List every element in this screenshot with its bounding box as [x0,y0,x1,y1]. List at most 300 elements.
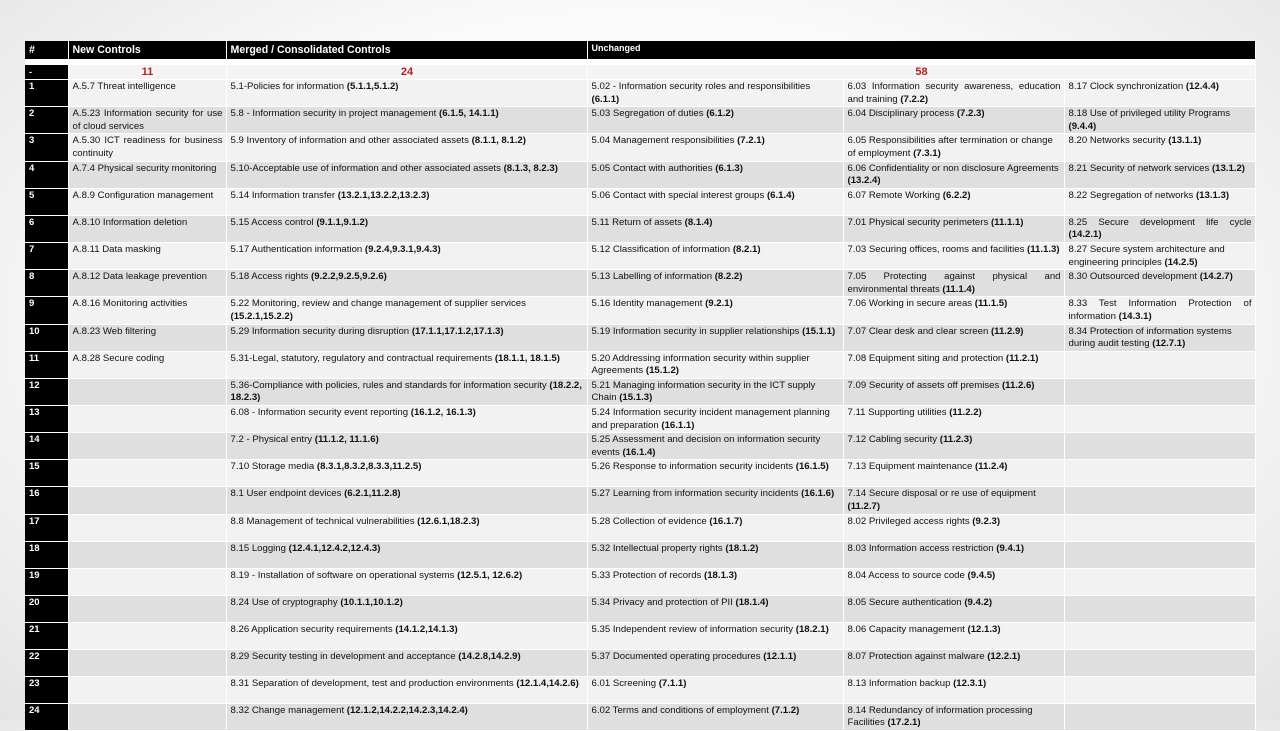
table-row [25,80,1255,107]
unchanged-control-cell [843,80,1064,107]
table-row [25,433,1255,460]
control-reference: (14.2.5) [1164,256,1198,268]
unchanged-control-cell [587,487,843,514]
control-reference: (12.3.1) [953,677,987,689]
unchanged-control-cell [843,568,1064,595]
control-name: 6.07 Remote Working [847,189,943,201]
unchanged-control-cell [843,514,1064,541]
control-reference: (16.1.5) [795,461,829,473]
row-number: 6 [25,215,68,242]
unchanged-control-cell [1064,242,1255,269]
control-name: 8.1 User endpoint devices [230,488,345,500]
control-reference: (18.2.2, 18.2.3) [230,379,582,404]
control-reference: (12.4.1,12.4.2,12.4.3) [288,542,381,554]
control-name: 8.20 Networks security [1068,135,1169,147]
control-reference: (13.2.1,13.2.2,13.2.3) [337,189,430,201]
merged-control-cell [226,433,587,460]
control-reference: (9.4.5) [967,569,996,581]
unchanged-control-cell [1064,622,1255,649]
row-number: 20 [25,595,68,622]
row-number: 11 [25,351,68,378]
control-reference: (11.2.6) [1001,379,1035,391]
table-row [25,351,1255,378]
unchanged-control-cell [1064,324,1255,351]
table-row [25,378,1255,405]
control-reference: (18.1.1, 18.1.5) [494,352,560,364]
row-number: 16 [25,487,68,514]
unchanged-control-cell [1064,134,1255,161]
control-reference: (9.2.2,9.2.5,9.2.6) [311,271,387,283]
control-name: 5.28 Collection of evidence [591,515,710,527]
unchanged-control-cell [843,703,1064,730]
unchanged-control-cell [843,378,1064,405]
unchanged-control-cell [587,161,843,188]
control-reference: (11.2.4) [974,461,1008,473]
merged-control-cell [226,487,587,514]
control-name: 5.05 Contact with authorities [591,162,716,174]
control-name: 5.19 Information security in supplier relationships [591,325,803,337]
control-name: 5.27 Learning from information security incidents [591,488,802,500]
control-name: 8.30 Outsourced development [1068,271,1200,283]
merged-control-cell [226,188,587,215]
control-reference: (8.2.2) [714,271,743,283]
new-control-cell [68,595,226,622]
control-reference: (16.1.4) [622,446,656,458]
unchanged-control-cell [587,242,843,269]
row-number: 8 [25,270,68,297]
control-reference: (13.1.3) [1195,189,1230,201]
unchanged-control-cell [843,406,1064,433]
unchanged-control-cell [587,297,843,324]
control-name: 6.03 Information security awareness, education and training [847,81,1061,105]
control-reference: (11.2.3) [939,434,973,446]
table-row [25,622,1255,649]
control-reference: (9.2.4,9.3.1,9.4.3) [364,243,441,255]
merged-control-cell [226,514,587,541]
new-control-cell [68,378,226,405]
merged-control-cell [226,676,587,703]
control-reference: (12.1.1) [763,650,797,662]
control-name: 5.16 Identity management [591,298,706,310]
control-reference: (15.1.3) [619,392,653,404]
control-reference: (18.1.3) [704,569,738,581]
control-name: 5.20 Addressing information security within supplier Agreements [591,352,810,377]
control-reference: (15.1.1) [802,325,836,337]
merged-control-cell [226,541,587,568]
control-reference: (12.6.1,18.2.3) [417,515,480,527]
control-name: 8.04 Access to source code [847,569,968,581]
control-reference: (8.1.1, 8.1.2) [471,135,526,147]
control-name: 7.05 Protecting against physical and environmental threats [847,271,1061,295]
unchanged-control-cell [843,433,1064,460]
unchanged-control-cell [843,270,1064,297]
table-row [25,242,1255,269]
control-reference: (8.1.4) [684,216,713,228]
control-reference: (11.2.7) [847,501,881,513]
control-reference: (8.3.1,8.3.2,8.3.3,11.2.5) [316,461,422,473]
control-name: 5.32 Intellectual property rights [591,542,726,554]
new-control-cell [68,676,226,703]
control-reference: (7.1.1) [658,677,687,689]
header-num: # [25,41,68,60]
control-name: 8.13 Information backup [847,677,954,689]
control-name: 7.06 Working in secure areas [847,298,975,310]
control-reference: (11.1.5) [974,298,1008,310]
unchanged-control-cell [587,703,843,730]
control-name: 8.19 - Installation of software on operational systems [230,569,458,581]
unchanged-control-cell [843,297,1064,324]
control-name: 8.07 Protection against malware [847,650,988,662]
control-reference: (18.1.4) [735,596,769,608]
unchanged-control-cell [1064,270,1255,297]
control-reference: (14.1.2,14.1.3) [395,623,458,635]
control-reference: (6.2.1,11.2.8) [344,488,401,500]
control-name: 5.29 Information security during disruption [230,325,412,337]
control-name: 7.08 Equipment siting and protection [847,352,1006,364]
table-row [25,568,1255,595]
unchanged-control-cell [587,406,843,433]
control-name: 5.34 Privacy and protection of PII [591,596,736,608]
control-reference: (12.1.2,14.2.2,14.2.3,14.2.4) [346,704,468,716]
control-reference: (14.3.1) [1118,310,1152,322]
control-name: 8.27 Secure system architecture and engineering principles [1068,243,1225,268]
merged-control-cell [226,242,587,269]
control-name: 5.11 Return of assets [591,216,685,228]
control-reference: (11.1.1) [990,216,1024,228]
control-reference: (11.1.3) [1027,243,1060,255]
row-number: 18 [25,541,68,568]
control-name: 5.04 Management responsibilities [591,135,738,147]
control-name: 7.2 - Physical entry [230,434,315,446]
control-reference: (12.5.1, 12.6.2) [457,569,523,581]
row-number: 19 [25,568,68,595]
control-reference: (13.1.1) [1168,135,1202,147]
control-name: 5.14 Information transfer [230,189,338,201]
table-row [25,107,1255,134]
unchanged-control-cell [587,541,843,568]
control-name: 8.31 Separation of development, test and production environments [230,677,517,689]
control-reference: (14.2.7) [1199,271,1233,283]
control-name: 8.24 Use of cryptography [230,596,341,608]
unchanged-control-cell [587,514,843,541]
table-row [25,487,1255,514]
merged-control-cell [226,703,587,730]
new-control-cell [68,514,226,541]
unchanged-control-cell [843,134,1064,161]
merged-control-cell [226,107,587,134]
control-reference: (17.2.1) [887,717,921,729]
control-reference: (16.1.2, 16.1.3) [410,407,476,419]
unchanged-control-cell [843,351,1064,378]
new-control-cell [68,568,226,595]
row-number: 4 [25,161,68,188]
control-name: 7.11 Supporting utilities [847,407,950,419]
unchanged-control-cell [1064,161,1255,188]
controls-table [25,41,1256,731]
unchanged-control-cell [1064,406,1255,433]
table-row [25,134,1255,161]
new-control-cell [68,649,226,676]
control-name: 7.07 Clear desk and clear screen [847,325,991,337]
unchanged-control-cell [843,107,1064,134]
row-number: 15 [25,460,68,487]
new-control-cell: A.5.30 ICT readiness for business continuity [68,134,226,161]
unchanged-control-cell [1064,107,1255,134]
unchanged-control-cell [1064,568,1255,595]
control-name: 5.9 Inventory of information and other associated assets [230,135,472,147]
control-name: 5.17 Authentication information [230,243,365,255]
header-merged-controls: Merged / Consolidated Controls [226,41,587,60]
unchanged-control-cell [1064,433,1255,460]
merged-control-cell [226,80,587,107]
control-name: 5.06 Contact with special interest groups [591,189,767,201]
control-name: 7.01 Physical security perimeters [847,216,991,228]
unchanged-control-cell [1064,514,1255,541]
row-number: 23 [25,676,68,703]
control-name: 6.04 Disciplinary process [847,108,957,120]
control-name: 8.32 Change management [230,704,347,716]
control-reference: (14.2.8,14.2.9) [458,650,521,662]
new-control-cell: A.8.9 Configuration management [68,188,226,215]
new-control-cell: A.8.12 Data leakage prevention [68,270,226,297]
control-name: 5.35 Independent review of information security [591,623,796,635]
control-name: 5.36-Compliance with policies, rules and standards for information security [230,379,550,391]
control-name: 8.34 Protection of information systems during audit testing [1068,325,1232,350]
control-reference: (13.1.2) [1211,162,1246,174]
row-number: 14 [25,433,68,460]
control-name: 8.26 Application security requirements [230,623,396,635]
control-name: 5.18 Access rights [230,271,312,283]
merged-control-cell [226,378,587,405]
control-name: 8.8 Management of technical vulnerabilities [230,515,418,527]
control-name: 6.01 Screening [591,677,659,689]
control-reference: (17.1.1,17.1.2,17.1.3) [411,325,504,337]
row-number: 22 [25,649,68,676]
new-control-cell [68,622,226,649]
control-name: 7.03 Securing offices, rooms and facilities [847,243,1028,255]
new-control-cell: A.8.16 Monitoring activities [68,297,226,324]
control-name: 7.10 Storage media [230,461,317,473]
control-name: 6.05 Responsibilities after termination or change of employment [847,135,1053,159]
control-reference: (16.1.7) [709,515,743,527]
control-name: 7.09 Security of assets off premises [847,379,1002,391]
control-name: 5.1-Policies for information [230,81,347,92]
row-number: 7 [25,242,68,269]
control-name: 7.13 Equipment maintenance [847,461,975,473]
control-reference: (10.1.1,10.1.2) [340,596,403,608]
control-reference: (7.3.1) [913,147,941,159]
table-row [25,188,1255,215]
control-name: 5.8 - Information security in project management [230,108,439,120]
unchanged-control-cell [587,378,843,405]
new-control-cell [68,703,226,730]
row-number: 12 [25,378,68,405]
table-row [25,541,1255,568]
new-control-cell: A.5.7 Threat intelligence [68,80,226,107]
control-reference: (6.2.2) [942,189,971,201]
unchanged-control-cell [1064,80,1255,107]
merged-control-cell [226,297,587,324]
unchanged-control-cell [587,107,843,134]
control-name: 5.12 Classification of information [591,243,733,255]
control-name: 6.06 Confidentiality or non disclosure Agreements [847,162,1059,174]
row-number: 1 [25,80,68,107]
row-number: 9 [25,297,68,324]
row-number: 17 [25,514,68,541]
unchanged-control-cell [587,80,843,107]
unchanged-control-cell [843,649,1064,676]
control-reference: (12.7.1) [1152,338,1186,350]
merged-control-cell [226,649,587,676]
merged-control-cell [226,460,587,487]
new-control-cell: A.5.23 Information security for use of cloud services [68,107,226,134]
new-control-cell [68,460,226,487]
control-reference: (6.1.1) [591,93,620,105]
new-control-cell [68,487,226,514]
unchanged-control-cell [1064,595,1255,622]
control-reference: (5.1.1,5.1.2) [346,81,399,92]
table-row [25,270,1255,297]
control-reference: (8.2.1) [732,243,761,255]
control-reference: (9.4.4) [1068,120,1097,132]
control-reference: (8.1.3, 8.2.3) [503,162,558,174]
row-number: 3 [25,134,68,161]
unchanged-control-cell [843,460,1064,487]
table-row [25,595,1255,622]
control-name: 8.02 Privileged access rights [847,515,973,527]
control-reference: (12.4.4) [1185,81,1219,92]
control-reference: (11.2.2) [949,407,982,419]
control-name: 8.25 Secure development life cycle [1068,216,1252,228]
merged-control-cell [226,324,587,351]
merged-control-cell [226,161,587,188]
row-number: 24 [25,703,68,730]
control-reference: (12.1.3) [967,623,1001,635]
control-name: 8.21 Security of network services [1068,162,1212,174]
unchanged-control-cell [1064,703,1255,730]
unchanged-control-cell [587,460,843,487]
table-row [25,297,1255,324]
merged-control-cell [226,595,587,622]
unchanged-control-cell [843,215,1064,242]
new-control-cell: A.7.4 Physical security monitoring [68,161,226,188]
control-name: 8.06 Capacity management [847,623,968,635]
control-reference: (6.1.3) [715,162,743,174]
control-reference: (15.1.2) [645,365,679,377]
unchanged-control-cell [1064,215,1255,242]
new-count: 11 [68,65,226,80]
unchanged-control-cell [587,270,843,297]
merged-control-cell [226,351,587,378]
new-control-cell: A.8.23 Web filtering [68,324,226,351]
unchanged-control-cell [843,324,1064,351]
table-row [25,215,1255,242]
unchanged-control-cell [843,595,1064,622]
table-row [25,676,1255,703]
control-name: 8.03 Information access restriction [847,542,997,554]
unchanged-control-cell [587,568,843,595]
unchanged-control-cell [843,487,1064,514]
control-name: 5.21 Managing information security in the ICT supply Chain [591,379,816,404]
unchanged-control-cell [843,242,1064,269]
control-reference: (11.1.2, 11.1.6) [314,434,379,446]
row-number: 2 [25,107,68,134]
control-reference: (9.4.1) [996,542,1025,554]
new-control-cell [68,433,226,460]
header-row [25,41,1255,60]
unchanged-control-cell [587,215,843,242]
control-reference: (12.1.4,14.2.6) [516,677,579,689]
unchanged-control-cell [1064,351,1255,378]
row-number: 5 [25,188,68,215]
control-name: 8.05 Secure authentication [847,596,965,608]
unchanged-control-cell [1064,541,1255,568]
merged-control-cell [226,215,587,242]
control-name: 5.02 - Information security roles and responsibilities [591,81,811,92]
control-name: 8.33 Test Information Protection of information [1068,298,1252,322]
control-name: 5.03 Segregation of duties [591,108,707,120]
control-reference: (13.2.4) [847,175,881,187]
control-reference: (7.2.2) [900,93,929,105]
control-name: 8.15 Logging [230,542,289,554]
merged-control-cell [226,406,587,433]
row-number: 21 [25,622,68,649]
new-control-cell [68,406,226,433]
control-name: 5.22 Monitoring, review and change management of supplier services [230,298,526,310]
unchanged-control-cell [587,649,843,676]
unchanged-control-cell [587,622,843,649]
control-reference: (9.2.3) [972,515,1001,527]
table-row [25,703,1255,730]
table-row [25,324,1255,351]
table-row [25,460,1255,487]
control-name: 8.29 Security testing in development and acceptance [230,650,459,662]
merged-control-cell [226,622,587,649]
table-row [25,161,1255,188]
unchanged-control-cell [843,161,1064,188]
control-reference: (7.2.1) [737,135,765,147]
unchanged-control-cell [1064,676,1255,703]
control-name: 5.24 Information security incident management planning and preparation [591,407,830,431]
control-name: 8.14 Redundancy of information processing Facilities [847,704,1033,729]
control-name: 6.08 - Information security event reporting [230,407,411,419]
control-reference: (9.1.1,9.1.2) [316,216,369,228]
merged-count: 24 [226,65,587,80]
row-number: 10 [25,324,68,351]
unchanged-count: 58 [587,65,1255,80]
control-reference: (12.2.1) [987,650,1021,662]
table-row [25,406,1255,433]
control-reference: (6.1.4) [766,189,795,201]
control-reference: (7.1.2) [771,704,800,716]
table-row [25,514,1255,541]
unchanged-control-cell [587,595,843,622]
control-name: 7.14 Secure disposal or re use of equipment [847,488,1036,500]
control-reference: (18.2.1) [795,623,829,635]
control-name: 5.37 Documented operating procedures [591,650,764,662]
control-reference: (6.1.5, 14.1.1) [439,108,499,120]
control-name: 5.13 Labelling of information [591,271,715,283]
unchanged-control-cell [587,676,843,703]
control-name: 6.02 Terms and conditions of employment [591,704,772,716]
count-row [25,65,1255,80]
control-reference: (9.2.1) [705,298,733,310]
unchanged-control-cell [587,188,843,215]
unchanged-control-cell [587,351,843,378]
unchanged-control-cell [1064,487,1255,514]
merged-control-cell [226,568,587,595]
unchanged-control-cell [843,188,1064,215]
